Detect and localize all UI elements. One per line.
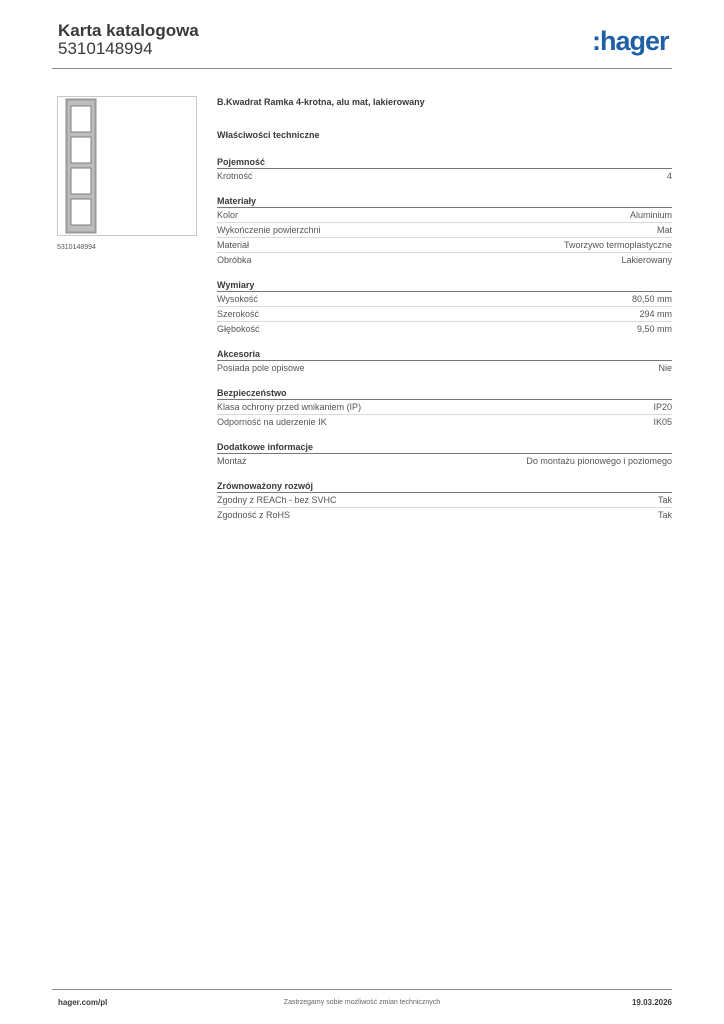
spec-row (217, 493, 672, 508)
spec-group-title: Materiały (217, 195, 672, 208)
spec-row (217, 208, 672, 223)
spec-group-title: Pojemność (217, 156, 672, 169)
spec-row (217, 292, 672, 307)
spec-row (217, 454, 672, 468)
spec-group (217, 441, 672, 468)
spec-group (217, 480, 672, 522)
product-title: B.Kwadrat Ramka 4-krotna, alu mat, lakierowany (217, 97, 425, 107)
spec-label: Wysokość (217, 294, 258, 304)
page-title: Karta katalogowa (58, 21, 199, 40)
spec-content (217, 96, 672, 522)
spec-value: Tak (657, 510, 672, 520)
spec-group (217, 195, 672, 267)
spec-group (217, 279, 672, 336)
header-divider (52, 68, 672, 69)
spec-groups (217, 156, 672, 522)
spec-label: Szerokość (217, 309, 260, 319)
spec-value: IP20 (653, 402, 672, 412)
spec-value: Tworzywo termoplastyczne (563, 240, 672, 250)
footer-website: hager.com/pl (58, 998, 108, 1007)
spec-row (217, 322, 672, 336)
spec-group (217, 348, 672, 375)
spec-row (217, 400, 672, 415)
technical-properties-heading: Właściwości techniczne (217, 130, 320, 140)
spec-label: Montaż (217, 456, 247, 466)
spec-row (217, 307, 672, 322)
spec-row (217, 238, 672, 253)
spec-group-title: Wymiary (217, 279, 672, 292)
hager-logo (592, 28, 669, 55)
spec-label: Posiada pole opisowe (217, 363, 305, 373)
spec-label: Krotność (217, 171, 253, 181)
spec-value: 80,50 mm (631, 294, 672, 304)
spec-label: Klasa ochrony przed wnikaniem (IP) (217, 402, 362, 412)
spec-group (217, 387, 672, 429)
spec-row (217, 223, 672, 238)
spec-group-title: Akcesoria (217, 348, 672, 361)
spec-label: Kolor (217, 210, 239, 220)
logo-dot: : (592, 26, 600, 56)
footer-date: 19.03.2026 (631, 998, 672, 1007)
spec-value: Do montażu pionowego i poziomego (526, 456, 672, 466)
spec-value: Mat (656, 225, 672, 235)
spec-label: Odporność na uderzenie IK (217, 417, 327, 427)
spec-value: 9,50 mm (636, 324, 672, 334)
spec-value: 4 (666, 171, 672, 181)
spec-row (217, 169, 672, 183)
spec-group (217, 156, 672, 183)
footer-disclaimer: Zastrzegamy sobie możliwość zmian technicznych (283, 999, 441, 1006)
spec-value: Aluminium (629, 210, 672, 220)
spec-row (217, 361, 672, 375)
product-code: 5310148994 (58, 39, 153, 58)
spec-label: Zgodny z REACh - bez SVHC (217, 495, 337, 505)
spec-value: 294 mm (639, 309, 672, 319)
spec-row (217, 253, 672, 267)
spec-label: Materiał (217, 240, 250, 250)
spec-group-title: Bezpieczeństwo (217, 387, 672, 400)
spec-label: Głębokość (217, 324, 260, 334)
footer-divider (52, 989, 672, 990)
frame-image-icon (58, 97, 196, 235)
spec-row (217, 508, 672, 522)
spec-group-title: Dodatkowe informacje (217, 441, 672, 454)
spec-label: Wykończenie powierzchni (217, 225, 321, 235)
logo-word: hager (600, 26, 669, 56)
spec-label: Obróbka (217, 255, 252, 265)
spec-value: Lakierowany (621, 255, 672, 265)
spec-value: Nie (658, 363, 672, 373)
spec-label: Zgodność z RoHS (217, 510, 291, 520)
spec-row (217, 415, 672, 429)
spec-group-title: Zrównoważony rozwój (217, 480, 672, 493)
spec-value: Tak (657, 495, 672, 505)
product-image (57, 96, 197, 236)
image-caption: 5310148994 (57, 244, 96, 251)
spec-value: IK05 (653, 417, 672, 427)
